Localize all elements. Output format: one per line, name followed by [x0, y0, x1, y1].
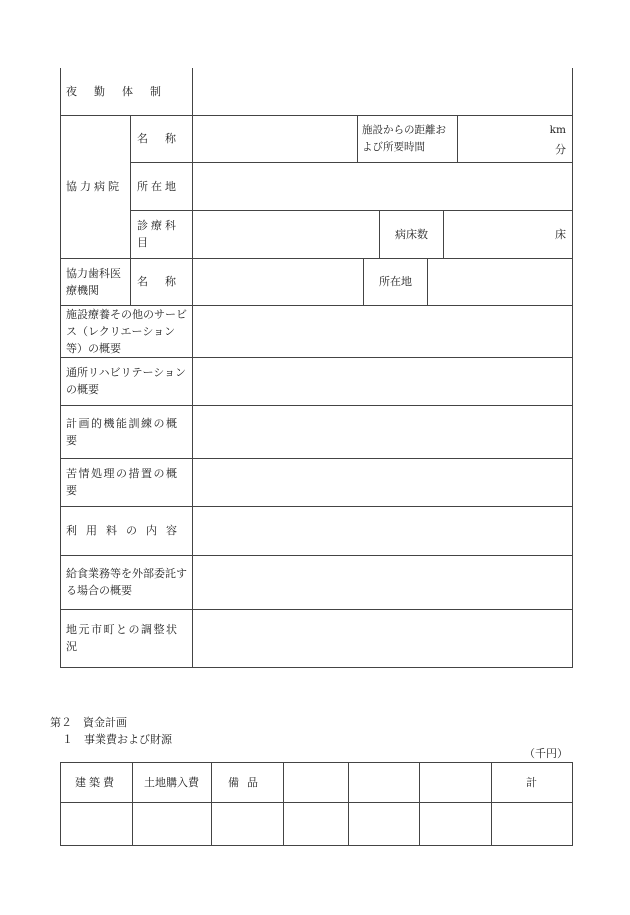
section2-subheading: １ 事業費および財源 [62, 733, 172, 746]
unit-note: （千円） [524, 747, 568, 760]
night-shift-label: 夜 勤 体 制 [66, 85, 164, 98]
coop-dental-location-label: 所在地 [379, 275, 412, 288]
unit-km: km [549, 124, 566, 136]
departments-label: 診療科目 [137, 219, 179, 249]
complaint-handling-label: 苦情処理の措置の概要 [66, 467, 179, 497]
col-blank-3 [419, 762, 491, 802]
functional-training-label: 計画的機能訓練の概要 [66, 416, 179, 447]
col-land-purchase: 土地購入費 [144, 775, 199, 789]
beds-unit: 床 [555, 228, 566, 241]
coop-dental-label: 協力歯科医療機関 [66, 267, 121, 297]
other-services-label: 施設療養その他のサービス（レクリエーション等）の概要 [66, 308, 187, 355]
section2-heading: 第２ 資金計画 [50, 716, 127, 729]
col-blank-1 [283, 762, 348, 802]
unit-minutes: 分 [555, 143, 566, 156]
local-coordination-label: 地元市町との調整状況 [66, 623, 179, 653]
col-construction: 建築費 [75, 775, 117, 789]
fee-details-label: 利用料の内容 [66, 524, 186, 537]
coop-hospital-location-label: 所在地 [137, 179, 179, 193]
col-total: 計 [526, 775, 537, 789]
food-service-label: 給食業務等を外部委託する場合の概要 [66, 567, 187, 597]
coop-hospital-name-label: 名 称 [137, 132, 179, 145]
col-equipment: 備品 [228, 775, 266, 789]
beds-label: 病床数 [395, 227, 428, 241]
distance-time-label: 施設からの距離および所要時間 [362, 124, 446, 153]
outpatient-rehab-label: 通所リハビリテーションの概要 [66, 366, 187, 396]
coop-dental-name-label: 名 称 [137, 275, 179, 288]
col-blank-2 [348, 762, 419, 802]
coop-hospital-label: 協力病院 [66, 180, 122, 193]
